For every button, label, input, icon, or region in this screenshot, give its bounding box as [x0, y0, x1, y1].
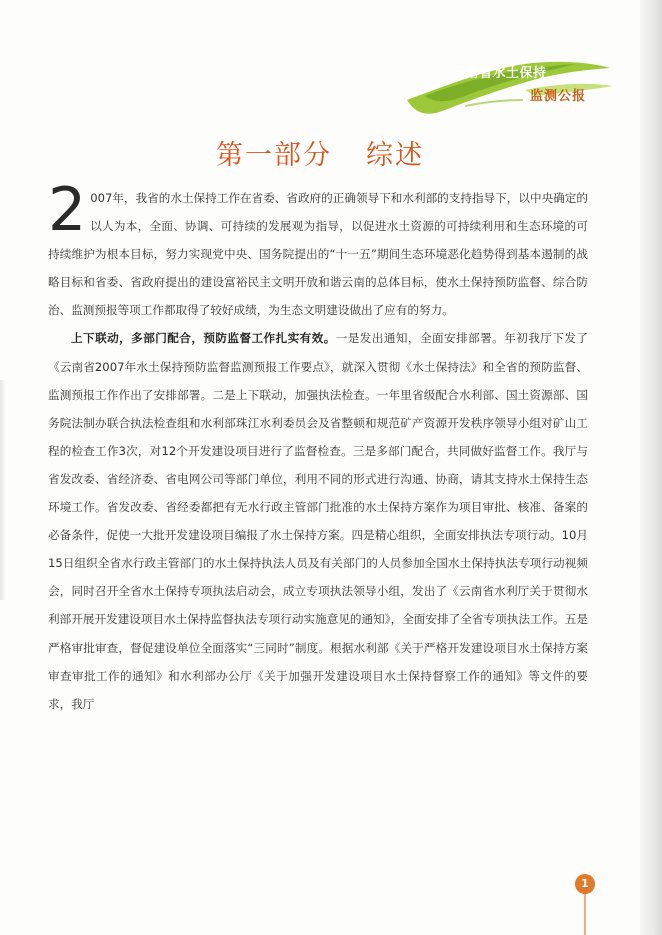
- header-subtitle: 监测公报: [530, 89, 587, 104]
- body-text: [48, 175, 588, 718]
- drop-cap: 2: [48, 175, 87, 245]
- paragraph-intro-text: 007年，我省的水土保持工作在省委、省政府的正确领导下和水利部的支持指导下，以中央确定的以人为本，全面、协调、可持续的发展观为指导，以促进水土资源的可持续利用和生态环境的可持续维护为根本目标，努力实现党中央、国务院提出的“十一五”期间生态环境恶化趋势得到基本遏制的战略目标和省委、省政府提出的建设富裕民主文明开放和谐云南的总体目标，使水土保持预防监督、综合防治、监测预报等项工作都取得了较好成绩，为生态文明建设做出了应有的努力。: [48, 191, 588, 318]
- paragraph-intro: [48, 175, 588, 324]
- section-part: 第一部分: [216, 140, 332, 171]
- page-number: 1: [581, 877, 589, 890]
- paragraph-prevention: [48, 324, 588, 717]
- section-title-text: 综述: [366, 140, 424, 171]
- paragraph-prevention-text: 一是发出通知，全面安排部署。年初我厅下发了《云南省2007年水土保持预防监督监测预报工作要点》，就深入贯彻《水土保持法》和全省的预防监督、监测预报工作作出了安排部署。二是上下联动，加强执法检查。一年里省级配合水利部、国土资源部、国务院法制办联合执法检查组和水利部珠江水利委员会及省整顿和规范矿产资源开发秩序领导小组对矿山工程的检查工作3次，对12个开发建设项目进行了监督检查。三是多部门配合，共同做好监督工作。我厅与省发改委、省经济委、省电网公司等部门单位，利用不同的形式进行沟通、协商，请其支持水土保持生态环境工作。省发改委、省经委都把有无水行政主管部门批准的水土保持方案作为项目审批、核准、备案的必备条件，促使一大批开发建设项目编报了水土保持方案。四是精心组织，全面安排执法专项行动。10月15日组织全省水行政主管部门的水土保持执法人员及有关部门的人员参加全国水土保持执法专项行动视频会，同时召开全省水土保持专项执法启动会，成立专项执法领导小组，发出了《云南省水利厅关于贯彻水利部开展开发建设项目水土保持监督执法专项行动实施意见的通知》，全面安排了全省专项执法工作。五是严格审批审查，督促建设单位全面落实“三同时”制度。根据水利部《关于严格开发建设项目水土保持方案审查审批工作的通知》和水利部办公厅《关于加强开发建设项目水土保持督察工作的通知》等文件的要求，我厅: [48, 331, 588, 711]
- page-edge-shadow: [640, 0, 662, 935]
- section-heading: [0, 133, 640, 172]
- header-title: 云南省水土保持: [452, 66, 547, 81]
- binding-shadow: [0, 380, 6, 600]
- paragraph-lead: 上下联动，多部门配合，预防监督工作扎实有效。: [71, 331, 336, 346]
